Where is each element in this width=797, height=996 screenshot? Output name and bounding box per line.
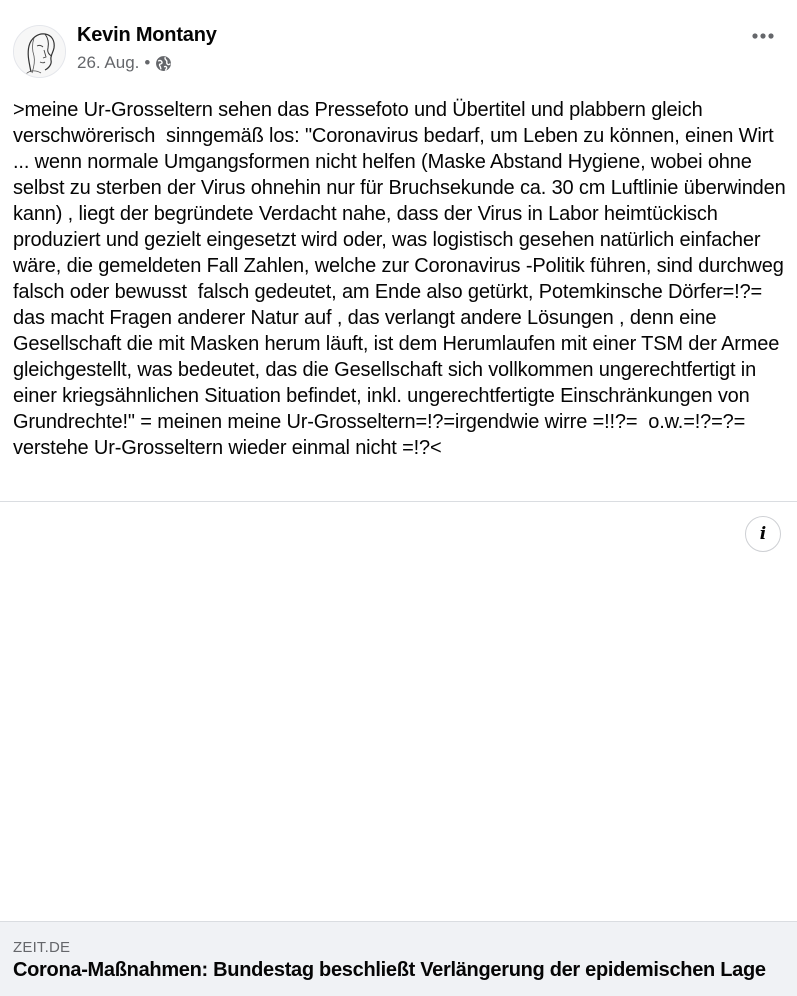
link-domain: ZEIT.DE	[13, 939, 71, 956]
post-header	[0, 0, 797, 90]
info-button[interactable]	[745, 516, 781, 552]
link-preview-footer[interactable]	[0, 921, 797, 996]
globe-icon[interactable]	[155, 55, 172, 72]
more-horizontal-icon	[752, 33, 774, 39]
author-name[interactable]: Kevin Montany	[77, 24, 217, 46]
avatar[interactable]	[13, 25, 66, 78]
avatar-sketch-icon	[14, 26, 66, 78]
link-title[interactable]: Corona-Maßnahmen: Bundestag beschließt Verlängerung der epidemischen Lage	[13, 959, 766, 981]
link-preview-image[interactable]	[0, 502, 797, 921]
post-meta	[77, 53, 172, 73]
meta-separator: •	[144, 53, 151, 72]
info-icon: i	[759, 523, 767, 544]
post-date[interactable]: 26. Aug.	[77, 53, 140, 72]
more-options-button[interactable]	[749, 26, 777, 46]
post-text: >meine Ur-Grosseltern sehen das Pressefoto und Übertitel und plabbern gleich verschwörerisch sinngemäß los: "Coronavirus bedarf, um Leben zu können, einen Wirt ... wenn normale Umgangsformen nicht helfen (Maske Abstand Hygiene, wobei ohne selbst zu sterben der Virus ohnehin nur für Bruchsekunde ca. 30 cm Luftlinie überwinden kann) , liegt der begründete Verdacht nahe, dass der Virus in Labor heimtückisch produziert und gezielt eingesetzt wird oder, was logistisch gesehen natürlich einfacher wäre, die gemeldeten Fall Zahlen, welche zur Coronavirus -Politik führen, sind durchweg falsch oder bewusst falsch gedeutet, am Ende also getürkt, Potemkinsche Dörfer=!?= das macht Fragen anderer Natur auf , das verlangt andere Lösungen , denn eine Gesellschaft die mit Masken herum läuft, ist dem Herumlaufen mit einer TSM der Armee gleichgestellt, was bedeutet, das die Gesellschaft sich vollkommen ungerechtfertigt in einer kriegsähnlichen Situation befindet, inkl. ungerechtfertigte Einschränkungen von Grundrechte!" = meinen meine Ur-Grosseltern=!?=irgendwie wirre =!!?= o.w.=!?=?= verstehe Ur-Grosseltern wieder einmal nicht =!?<	[13, 99, 792, 459]
